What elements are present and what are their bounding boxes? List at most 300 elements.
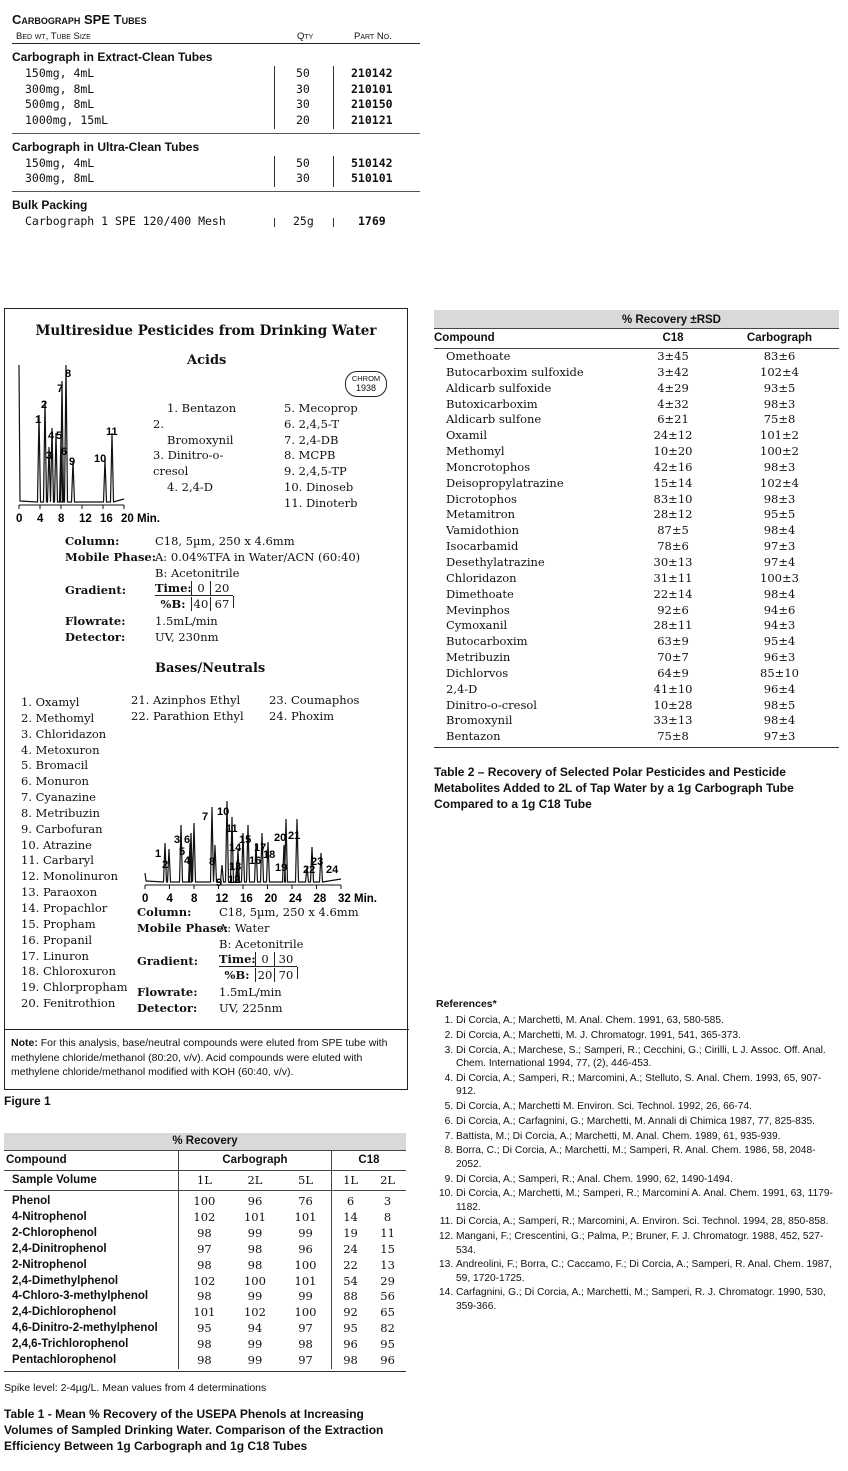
- base-item: 22. Parathion Ethyl: [131, 708, 244, 723]
- product-section-title: Bulk Packing: [12, 198, 88, 213]
- base-item: 11. Carbaryl: [21, 853, 94, 868]
- product-qty: 50: [296, 155, 310, 170]
- recovery-value: 14: [331, 1210, 369, 1226]
- column-divider: [333, 66, 334, 129]
- axis-tick-label: 32 Min.: [338, 893, 377, 905]
- acid-item: 7. 2,4-DB: [284, 432, 339, 447]
- recovery-value: 3±42: [657, 364, 689, 379]
- recovery-value: 97±4: [763, 554, 796, 569]
- base-item: 9. Carbofuran: [21, 821, 103, 836]
- condition-label: Flowrate:: [65, 614, 126, 628]
- compound-name: Deisopropylatrazine: [446, 475, 564, 490]
- recovery-value: 101: [294, 1273, 317, 1288]
- condition-value: A: Water: [219, 921, 270, 935]
- recovery-value: 100±3: [760, 570, 799, 585]
- recovery-value: 15±14: [653, 475, 693, 490]
- phenol-name: 2-Chlorophenol: [12, 1226, 97, 1239]
- recovery-value: 100: [294, 1305, 317, 1320]
- recovery-value: 65: [380, 1305, 395, 1320]
- base-item: 8. Metribuzin: [21, 805, 100, 820]
- table1-row: [4, 1210, 406, 1226]
- recovery-value: 98±4: [763, 713, 796, 728]
- recovery-value: 99: [247, 1353, 263, 1368]
- product-size: 1000mg, 15mL: [25, 113, 109, 128]
- compound-name: Metamitron: [446, 507, 516, 522]
- peak-label: 8: [209, 856, 216, 868]
- sample-volume: 2L: [247, 1172, 263, 1187]
- t1-col-carbo: Carbograph: [179, 1151, 332, 1171]
- base-item: 13. Paraoxon: [21, 885, 98, 900]
- acid-item: 6. 2,4,5-T: [284, 416, 340, 431]
- table2-row: [434, 603, 839, 619]
- bases-list-2: [131, 693, 244, 725]
- acids-title: Acids: [187, 353, 227, 368]
- peak-label: 1: [35, 414, 42, 426]
- condition-label: Mobile Phase:: [65, 550, 156, 564]
- acid-item: 11. Dinoterb: [284, 495, 358, 510]
- product-row: [12, 113, 420, 129]
- gradient-cell: 70: [274, 968, 297, 982]
- peak-label: 14: [229, 842, 242, 854]
- recovery-value: 94±6: [763, 602, 796, 617]
- recovery-value: 11: [380, 1225, 395, 1240]
- compound-name: Butocarboxim sulfoxide: [446, 364, 584, 379]
- recovery-value: 6: [331, 1191, 369, 1210]
- condition-value: 1.5mL/min: [219, 985, 282, 999]
- recovery-value: 94: [247, 1321, 263, 1336]
- gradient-cell: Time:: [155, 581, 192, 595]
- gradient-table: [219, 952, 298, 982]
- peak-label: 19: [275, 862, 288, 874]
- gradient-cell: 40: [191, 597, 210, 611]
- recovery-value: 96±3: [763, 650, 796, 665]
- bases-list-1: [21, 695, 128, 1012]
- peak-label: 2: [41, 399, 48, 411]
- note-text: For this analysis, base/neutral compounds were eluted from SPE tube with methylene chloride/methanol (80:20, v/v). Acid compounds were eluted with methylene chloride/methanol modified with KOH (60:40, v/v).: [11, 1037, 388, 1078]
- references-list: [436, 1014, 840, 1313]
- table2-row: [434, 523, 839, 539]
- reference-item: 9. Di Corcia, A.; Samperi, R.; Anal. Chem. 1990, 62, 1490-1494.: [456, 1173, 840, 1186]
- figure-title: Multiresidue Pesticides from Drinking Water: [35, 323, 377, 339]
- product-qty: 30: [296, 81, 310, 96]
- table2-row: [434, 365, 839, 381]
- reference-item: 13. Andreolini, F.; Borra, C.; Caccamo, F.; Di Corcia, A.; Samperi, R. Anal. Chem. 1987, 59, 1720-1725.: [456, 1258, 840, 1285]
- recovery-value: 98: [298, 1337, 313, 1352]
- recovery-value: 97±3: [763, 539, 796, 554]
- acid-item: 4. 2,4-D: [167, 479, 214, 494]
- bases-chromatogram: [133, 733, 403, 905]
- table2-row: [434, 539, 839, 555]
- product-section-title: Carbograph in Ultra-Clean Tubes: [12, 139, 200, 154]
- recovery-value: 102±4: [760, 364, 799, 379]
- product-sections: [12, 50, 420, 230]
- table2-colheads: [434, 329, 839, 349]
- recovery-value: 98: [179, 1258, 230, 1274]
- recovery-value: 42±16: [653, 459, 693, 474]
- base-item: 19. Chlorpropham: [21, 980, 128, 995]
- table2-row: [434, 381, 839, 397]
- recovery-value: 83±10: [653, 491, 693, 506]
- recovery-value: 100: [243, 1273, 266, 1288]
- bases-title: Bases/Neutrals: [155, 661, 266, 676]
- table1-grid: [4, 1133, 406, 1369]
- reference-item: 2. Di Corcia, A.; Marchetti, M. J. Chromatogr. 1991, 541, 365-373.: [456, 1029, 840, 1042]
- figure-caption: Figure 1: [4, 1094, 51, 1108]
- recovery-value: 63±9: [657, 634, 689, 649]
- table1-row: [4, 1191, 406, 1210]
- phenol-name: Phenol: [12, 1195, 51, 1207]
- recovery-value: 82: [380, 1321, 395, 1336]
- peak-label: 6: [61, 446, 68, 458]
- product-part: 210101: [351, 81, 393, 96]
- base-item: 14. Propachlor: [21, 900, 108, 915]
- table2-row: [434, 729, 839, 745]
- recovery-value: 102: [243, 1305, 266, 1320]
- recovery-value: 92: [331, 1305, 369, 1321]
- recovery-value: 75±8: [763, 412, 796, 427]
- peak-label: 3: [174, 834, 181, 846]
- compound-name: Cymoxanil: [446, 618, 508, 633]
- reference-item: 1. Di Corcia, A.; Marchetti, M. Anal. Chem. 1991, 63, 580-585.: [456, 1014, 840, 1027]
- reference-item: 12. Mangani, F.; Crescentini, G.; Palma, P.; Bruner, F. J. Chromatogr. 1988, 452, 527-534.: [456, 1230, 840, 1257]
- peak-label: 7: [202, 811, 209, 823]
- phenol-name: Pentachlorophenol: [12, 1354, 117, 1367]
- compound-name: Bromoxynil: [446, 713, 513, 728]
- recovery-value: 29: [380, 1273, 395, 1288]
- table2-header: % Recovery ±RSD: [434, 310, 839, 329]
- phenol-name: 2,4-Dinitrophenol: [12, 1242, 107, 1255]
- table2-row: [434, 682, 839, 698]
- recovery-value: 54: [331, 1274, 369, 1290]
- t2-col-c18: C18: [662, 331, 684, 344]
- table2: [434, 310, 839, 812]
- phenol-name: 2,4,6-Trichlorophenol: [12, 1338, 129, 1351]
- recovery-value: 24±12: [653, 428, 693, 443]
- recovery-value: 97: [298, 1353, 313, 1368]
- recovery-value: 98±3: [763, 396, 796, 411]
- compound-name: Butoxicarboxim: [446, 396, 538, 411]
- recovery-value: 94±3: [763, 618, 796, 633]
- phenol-name: 2,4-Dimethylphenol: [12, 1274, 119, 1287]
- recovery-value: 101: [243, 1209, 266, 1224]
- table1-row: [4, 1258, 406, 1274]
- axis-tick-label: 20 Min.: [121, 513, 160, 525]
- table1-row: [4, 1353, 406, 1369]
- t2-col-carbo: Carbograph: [746, 331, 813, 344]
- base-item: 17. Linuron: [21, 948, 89, 963]
- table2-row: [434, 476, 839, 492]
- recovery-value: 3: [383, 1194, 392, 1208]
- gradient-cell: 20: [255, 968, 274, 982]
- recovery-value: 102±4: [760, 475, 799, 490]
- table2-row: [434, 492, 839, 508]
- product-qty: 30: [296, 171, 310, 186]
- base-item: 10. Atrazine: [21, 837, 92, 852]
- recovery-value: 99: [298, 1225, 313, 1240]
- condition-value: C18, 5µm, 250 x 4.6mm: [155, 534, 295, 548]
- sample-volume: 1L: [179, 1171, 230, 1191]
- acids-conditions: [65, 534, 405, 644]
- spike-note: Spike level: 2-4µg/L. Mean values from 4 determinations: [4, 1381, 267, 1394]
- recovery-value: 64±9: [657, 665, 689, 680]
- table2-row: [434, 618, 839, 634]
- table2-row: [434, 634, 839, 650]
- chrom-label: CHROM: [351, 374, 381, 383]
- gradient-b-row: [155, 596, 234, 611]
- product-part: 210121: [351, 113, 393, 128]
- t2-col-compound: Compound: [434, 331, 495, 344]
- phenol-name: 2-Nitrophenol: [12, 1258, 87, 1271]
- recovery-value: 41±10: [653, 681, 693, 696]
- compound-name: Moncrotophos: [446, 459, 531, 474]
- product-rows: [12, 156, 420, 187]
- condition-label: Column:: [137, 905, 192, 919]
- recovery-value: 97: [298, 1321, 313, 1336]
- recovery-value: 102: [179, 1274, 230, 1290]
- table1-row: [4, 1242, 406, 1258]
- table1-header: % Recovery: [4, 1133, 406, 1151]
- product-section: [12, 198, 420, 230]
- axis-tick-label: 8: [191, 893, 198, 905]
- compound-name: Metribuzin: [446, 650, 511, 665]
- recovery-value: 99: [298, 1289, 313, 1304]
- product-table-header: [12, 27, 420, 44]
- recovery-value: 96: [380, 1353, 395, 1368]
- references: [436, 998, 840, 1315]
- t1-col-compound: Compound: [6, 1153, 67, 1166]
- gradient-cell: 20: [210, 581, 233, 595]
- table2-row: [434, 698, 839, 714]
- condition-label: Gradient:: [137, 954, 198, 968]
- recovery-value: 102: [179, 1210, 230, 1226]
- recovery-value: 28±11: [653, 618, 693, 633]
- compound-name: Dichlorvos: [446, 665, 509, 680]
- product-size: 150mg, 4mL: [25, 155, 95, 170]
- recovery-value: 3±45: [657, 349, 689, 363]
- product-part: 510101: [351, 171, 393, 186]
- product-row: [12, 156, 420, 172]
- t1-col-c18: C18: [331, 1151, 406, 1171]
- peak-label: 12: [228, 874, 241, 886]
- recovery-value: 100: [294, 1257, 317, 1272]
- axis-tick-label: 16: [240, 893, 253, 905]
- acids-chromatogram: [9, 355, 160, 525]
- product-row: [12, 97, 420, 113]
- recovery-value: 33±13: [653, 713, 693, 728]
- peak-label: 6: [184, 834, 191, 846]
- recovery-value: 96: [247, 1194, 263, 1208]
- recovery-value: 98: [331, 1353, 369, 1369]
- condition-label: Gradient:: [65, 583, 126, 597]
- base-item: 2. Methomyl: [21, 710, 95, 725]
- acid-item: 2.: [153, 416, 164, 431]
- recovery-value: 56: [380, 1289, 395, 1304]
- condition-value: B: Acetonitrile: [219, 937, 304, 951]
- peak-label: 3: [46, 450, 53, 462]
- recovery-value: 4±29: [657, 380, 689, 395]
- reference-item: 6. Di Corcia, A.; Carfagnini, G.; Marchetti, M. Annali di Chimica 1987, 77, 825-835.: [456, 1115, 840, 1128]
- recovery-value: 101: [294, 1209, 317, 1224]
- condition-label: Mobile Phase:: [137, 921, 228, 935]
- compound-name: Bentazon: [446, 729, 501, 744]
- product-size: 500mg, 8mL: [25, 97, 95, 112]
- axis-tick-label: 16: [100, 513, 113, 525]
- compound-name: Methomyl: [446, 444, 505, 459]
- recovery-value: 85±10: [760, 665, 799, 680]
- axis-tick-label: 28: [313, 893, 327, 905]
- recovery-value: 96: [298, 1241, 313, 1256]
- recovery-value: 98: [247, 1257, 263, 1272]
- recovery-value: 100±2: [760, 444, 799, 459]
- peak-label: 8: [65, 368, 72, 380]
- peak-label: 15: [239, 834, 252, 846]
- peak-label: 4: [48, 430, 55, 442]
- peak-label: 2: [162, 859, 169, 871]
- gradient-cell: 30: [274, 952, 297, 966]
- peak-label: 17: [254, 842, 267, 854]
- table1-row: [4, 1321, 406, 1337]
- compound-name: Vamidothion: [446, 523, 520, 538]
- table2-row: [434, 587, 839, 603]
- compound-name: Dinitro-o-cresol: [446, 697, 537, 712]
- table2-row: [434, 428, 839, 444]
- base-item: 12. Monolinuron: [21, 869, 118, 884]
- column-divider: [274, 218, 275, 227]
- gradient-cell: %B:: [160, 597, 186, 611]
- table2-row: [434, 412, 839, 428]
- col-qty: Qty: [297, 31, 314, 42]
- recovery-value: 99: [247, 1337, 263, 1352]
- product-table: [12, 12, 420, 230]
- table2-row: [434, 713, 839, 729]
- condition-label: Flowrate:: [137, 985, 198, 999]
- gradient-cell: 0: [255, 952, 274, 966]
- product-row: [12, 214, 420, 230]
- peak-label: 4: [184, 855, 191, 867]
- compound-name: Omethoate: [446, 349, 511, 363]
- phenol-name: 4-Nitrophenol: [12, 1210, 87, 1223]
- acid-item: cresol: [153, 464, 189, 479]
- recovery-value: 98: [179, 1337, 230, 1353]
- table1-row: [4, 1289, 406, 1305]
- reference-item: 14. Carfagnini, G.; Di Corcia, A.; Marchetti, M.; Samperi, R. J. Chromatogr. 1990, 530, 359-366.: [456, 1286, 840, 1313]
- peak-label: 10: [217, 806, 230, 818]
- recovery-value: 95±4: [763, 634, 796, 649]
- figure-note: [5, 1029, 409, 1080]
- gradient-cell: %B:: [224, 968, 250, 982]
- table2-row: [434, 571, 839, 587]
- recovery-value: 22: [331, 1258, 369, 1274]
- axis-tick-label: 0: [16, 513, 23, 525]
- table2-row: [434, 650, 839, 666]
- recovery-value: 10±20: [653, 444, 693, 459]
- product-rows: [12, 214, 420, 230]
- base-item: 21. Azinphos Ethyl: [131, 693, 241, 707]
- recovery-value: 70±7: [657, 650, 689, 665]
- references-title: References*: [436, 998, 497, 1010]
- peak-label: 5: [179, 846, 186, 858]
- peak-label: 11: [106, 426, 118, 438]
- axis-tick-label: 8: [58, 513, 65, 525]
- recovery-value: 101: [179, 1305, 230, 1321]
- phenol-name: 4,6-Dinitro-2-methylphenol: [12, 1322, 158, 1335]
- compound-name: Isocarbamid: [446, 539, 519, 554]
- recovery-value: 98: [247, 1241, 263, 1256]
- axis-tick-label: 4: [37, 513, 44, 525]
- product-rows: [12, 66, 420, 129]
- gradient-cell: 67: [210, 597, 233, 611]
- reference-item: 7. Battista, M.; Di Corcia, A.; Marchetti, M. Anal. Chem. 1989, 61, 935-939.: [456, 1130, 840, 1143]
- col-part: Part No.: [354, 31, 392, 42]
- t1-sample-label: Sample Volume: [12, 1173, 97, 1186]
- product-row: [12, 171, 420, 187]
- recovery-value: 101±2: [760, 428, 799, 443]
- peak-label: 9: [216, 877, 223, 889]
- peak-label: 16: [249, 855, 262, 867]
- recovery-value: 78±6: [657, 539, 689, 554]
- axis-tick-label: 12: [215, 893, 229, 905]
- gradient-time-row: [219, 952, 297, 967]
- peak-label: 10: [94, 453, 107, 465]
- peak-label: 9: [69, 456, 76, 468]
- product-qty: 20: [296, 113, 310, 128]
- recovery-value: 87±5: [657, 523, 689, 538]
- phenol-name: 2,4-Dichlorophenol: [12, 1306, 117, 1319]
- peak-label: 22: [303, 864, 316, 876]
- recovery-value: 95: [380, 1337, 395, 1352]
- gradient-cell: Time:: [219, 952, 256, 966]
- condition-value: UV, 230nm: [155, 630, 219, 644]
- acid-item: 1. Bentazon: [167, 401, 237, 415]
- compound-name: Aldicarb sulfone: [446, 412, 542, 427]
- axis-tick-label: 4: [166, 893, 173, 905]
- note-label: Note:: [11, 1037, 38, 1049]
- table1-caption: Table 1 - Mean % Recovery of the USEPA Phenols at Increasing Volumes of Sampled Drinking Water. Comparison of the Extraction Efficiency Between 1g Carbograph and 1g C18 Tubes: [4, 1406, 384, 1453]
- recovery-value: 6±21: [657, 412, 689, 427]
- compound-name: Mevinphos: [446, 602, 510, 617]
- recovery-value: 83±6: [763, 349, 796, 363]
- peak-label: 13: [229, 861, 242, 873]
- base-item: 23. Coumaphos: [269, 693, 360, 707]
- recovery-value: 97: [179, 1242, 230, 1258]
- recovery-value: 98: [179, 1289, 230, 1305]
- acid-item: 9. 2,4,5-TP: [284, 464, 347, 479]
- recovery-value: 96±4: [763, 681, 796, 696]
- condition-label: Detector:: [137, 1001, 198, 1015]
- col-bed: Bed wt, Tube Size: [16, 31, 91, 42]
- condition-value: 1.5mL/min: [155, 614, 218, 628]
- recovery-value: 98: [179, 1353, 230, 1369]
- peak-label: 7: [57, 383, 64, 395]
- recovery-value: 93±5: [763, 380, 796, 395]
- compound-name: Dimethoate: [446, 586, 514, 601]
- product-part: 1769: [358, 214, 386, 229]
- acids-list-left: [153, 401, 283, 496]
- recovery-value: 76: [298, 1194, 313, 1208]
- recovery-value: 98±5: [763, 697, 796, 712]
- product-section: [12, 50, 420, 134]
- product-part: 210142: [351, 66, 393, 80]
- gradient-b-row: [219, 967, 298, 982]
- axis-tick-label: 24: [289, 893, 302, 905]
- acid-item: 10. Dinoseb: [284, 479, 354, 494]
- acids-list-right: [284, 401, 404, 512]
- table1-row: [4, 1337, 406, 1353]
- condition-label: Column:: [65, 534, 120, 548]
- base-item: 5. Bromacil: [21, 758, 89, 773]
- base-item: 24. Phoxim: [269, 708, 335, 723]
- table1-colheads: [4, 1151, 406, 1171]
